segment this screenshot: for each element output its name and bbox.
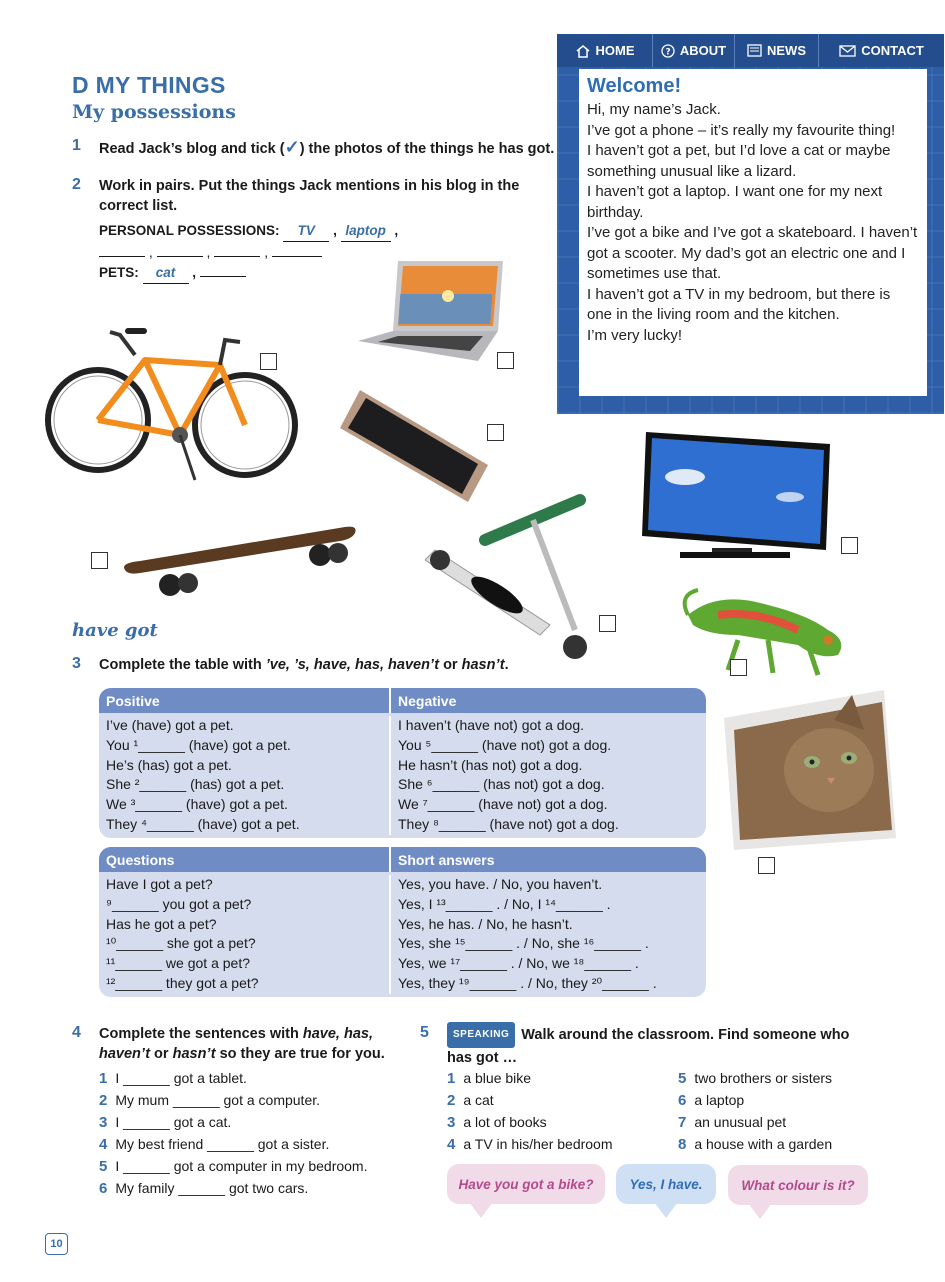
table-cell[interactable]: Yes, I ¹³______ . / No, I ¹⁴______ . xyxy=(398,895,611,912)
blog-paragraph: I’ve got a phone – it’s really my favourite thing! xyxy=(587,121,896,139)
list-item: 1 a blue bike xyxy=(447,1070,532,1087)
cat-image xyxy=(724,690,896,852)
grammar-table-positive-negative xyxy=(99,688,706,838)
list-item[interactable]: 6 My family ______ got two cars. xyxy=(99,1180,309,1197)
section-subtitle: My possessions xyxy=(72,101,236,123)
table-cell: Yes, he has. / No, he hasn’t. xyxy=(398,915,573,932)
list-item[interactable]: 2 My mum ______ got a computer. xyxy=(99,1092,321,1109)
table-header: Negative xyxy=(398,693,457,709)
table-cell[interactable]: ¹¹______ we got a pet? xyxy=(106,955,250,972)
list-item: 6 a laptop xyxy=(678,1092,745,1109)
pet-answer-1[interactable]: cat xyxy=(143,262,189,284)
section-title: D MY THINGS xyxy=(72,72,226,98)
list-item[interactable]: 4 My best friend ______ got a sister. xyxy=(99,1136,330,1153)
list-item: 8 a house with a garden xyxy=(678,1136,833,1153)
table-cell: He’s (has) got a pet. xyxy=(106,756,232,773)
cat-checkbox[interactable] xyxy=(758,857,775,874)
table-cell[interactable]: They ⁴______ (have) got a pet. xyxy=(106,815,300,832)
skateboard-checkbox[interactable] xyxy=(91,552,108,569)
home-icon xyxy=(575,44,591,58)
tv-image xyxy=(640,432,832,566)
table-cell[interactable]: ⁹______ you got a pet? xyxy=(106,895,252,912)
table-cell[interactable]: Yes, she ¹⁵______ . / No, she ¹⁶______ . xyxy=(398,935,649,952)
exercise-3-instruction: Complete the table with ’ve, ’s, have, has, haven’t or hasn’t. xyxy=(99,657,509,673)
nav-about[interactable]: ? ABOUT xyxy=(653,34,735,67)
exercise-4-number: 4 xyxy=(72,1024,81,1041)
exercise-5-instruction: SPEAKING Walk around the classroom. Find someone who has got … xyxy=(447,1022,887,1068)
list-item: 5 two brothers or sisters xyxy=(678,1070,833,1087)
blog-panel xyxy=(579,69,927,396)
skateboard-image xyxy=(120,525,360,600)
possession-answer-2[interactable]: laptop xyxy=(341,220,391,242)
bike-checkbox[interactable] xyxy=(260,353,277,370)
blog-paragraph: I’m very lucky! xyxy=(587,326,683,344)
speech-bubble-answer: Yes, I have. xyxy=(616,1164,716,1204)
exercise-2-number: 2 xyxy=(72,176,81,193)
speech-bubble-question: Have you got a bike? xyxy=(447,1164,605,1204)
table-header: Questions xyxy=(99,847,391,872)
exercise-1-number: 1 xyxy=(72,137,81,154)
exercise-5-number: 5 xyxy=(420,1024,429,1041)
list-item: 7 an unusual pet xyxy=(678,1114,787,1131)
blog-nav xyxy=(557,34,944,67)
laptop-checkbox[interactable] xyxy=(497,352,514,369)
table-cell: I haven’t (have not) got a dog. xyxy=(398,717,585,733)
blog-paragraph: I haven’t got a pet, but I’d love a cat or maybe something unusual like a lizard. xyxy=(587,142,891,180)
svg-text:?: ? xyxy=(665,47,671,57)
news-icon xyxy=(747,44,762,57)
possessions-blanks[interactable]: , , , xyxy=(99,242,322,263)
table-cell: Has he got a pet? xyxy=(106,915,217,932)
exercise-1-instruction: Read Jack’s blog and tick (✓) the photos of the things he has got. xyxy=(99,137,555,157)
list-item: 3 a lot of books xyxy=(447,1114,547,1131)
table-cell[interactable]: We ³______ (have) got a pet. xyxy=(106,796,288,813)
table-cell[interactable]: They ⁸______ (have not) got a dog. xyxy=(398,815,619,832)
table-cell[interactable]: She ⁶______ (has not) got a dog. xyxy=(398,776,605,793)
blog-paragraph: I haven’t got a laptop. I want one for my next birthday. xyxy=(587,183,883,221)
possessions-list: PERSONAL POSSESSIONS: TV , laptop , xyxy=(99,220,398,242)
exercise-3-number: 3 xyxy=(72,655,81,672)
laptop-image xyxy=(358,256,506,366)
table-cell: He hasn’t (has not) got a dog. xyxy=(398,756,583,773)
blog-paragraph: Hi, my name’s Jack. xyxy=(587,101,721,118)
nav-home[interactable]: HOME xyxy=(557,34,653,67)
exercise-2-instruction: Work in pairs. Put the things Jack mentions in his blog in the correct list. xyxy=(99,178,520,214)
speech-bubble-followup: What colour is it? xyxy=(728,1165,868,1205)
table-cell[interactable]: You ⁵______ (have not) got a dog. xyxy=(398,736,612,753)
lizard-image xyxy=(678,585,858,685)
table-cell[interactable]: She ²______ (has) got a pet. xyxy=(106,776,285,793)
list-item[interactable]: 5 I ______ got a computer in my bedroom. xyxy=(99,1158,368,1175)
table-cell[interactable]: ¹⁰______ she got a pet? xyxy=(106,935,256,952)
table-cell: I’ve (have) got a pet. xyxy=(106,717,234,733)
pets-list: PETS: cat , xyxy=(99,262,246,284)
table-cell[interactable]: ¹²______ they got a pet? xyxy=(106,974,259,991)
grammar-heading: have got xyxy=(72,620,158,641)
table-cell: Yes, you have. / No, you haven’t. xyxy=(398,876,603,892)
table-cell[interactable]: Yes, we ¹⁷______ . / No, we ¹⁸______ . xyxy=(398,955,639,972)
grammar-table-questions-answers xyxy=(99,847,706,997)
nav-contact[interactable]: CONTACT xyxy=(819,34,944,67)
page-number: 10 xyxy=(45,1233,68,1255)
table-header: Short answers xyxy=(398,852,495,868)
list-item[interactable]: 3 I ______ got a cat. xyxy=(99,1114,232,1131)
lizard-checkbox[interactable] xyxy=(730,659,747,676)
scooter-checkbox[interactable] xyxy=(599,615,616,632)
table-cell[interactable]: Yes, they ¹⁹______ . / No, they ²⁰______ . xyxy=(398,974,657,991)
mail-icon xyxy=(839,45,856,57)
speaking-badge: SPEAKING xyxy=(447,1022,515,1048)
blog-paragraph: I haven’t got a TV in my bedroom, but there is one in the living room and the kitchen. xyxy=(587,285,891,323)
question-icon xyxy=(661,44,675,58)
list-item: 2 a cat xyxy=(447,1092,494,1109)
nav-news[interactable]: NEWS xyxy=(735,34,819,67)
possession-answer-1[interactable]: TV xyxy=(283,220,329,242)
table-cell: Have I got a pet? xyxy=(106,876,213,892)
bike-image xyxy=(40,320,302,485)
blog-paragraph: I’ve got a bike and I’ve got a skateboard. I haven’t got a scooter. My dad’s got an electric one and I sometimes use that. xyxy=(587,224,918,282)
exercise-4-instruction: Complete the sentences with have, has, haven’t or hasn’t so they are true for you. xyxy=(99,1026,385,1062)
table-cell[interactable]: We ⁷______ (have not) got a dog. xyxy=(398,796,608,813)
list-item[interactable]: 1 I ______ got a tablet. xyxy=(99,1070,247,1087)
tick-icon: ✓ xyxy=(284,137,300,157)
phone-checkbox[interactable] xyxy=(487,424,504,441)
blog-title: Welcome! xyxy=(587,75,682,97)
tv-checkbox[interactable] xyxy=(841,537,858,554)
table-cell[interactable]: You ¹______ (have) got a pet. xyxy=(106,736,291,753)
table-header: Positive xyxy=(99,688,391,713)
scooter-image xyxy=(425,465,595,665)
list-item: 4 a TV in his/her bedroom xyxy=(447,1136,613,1153)
